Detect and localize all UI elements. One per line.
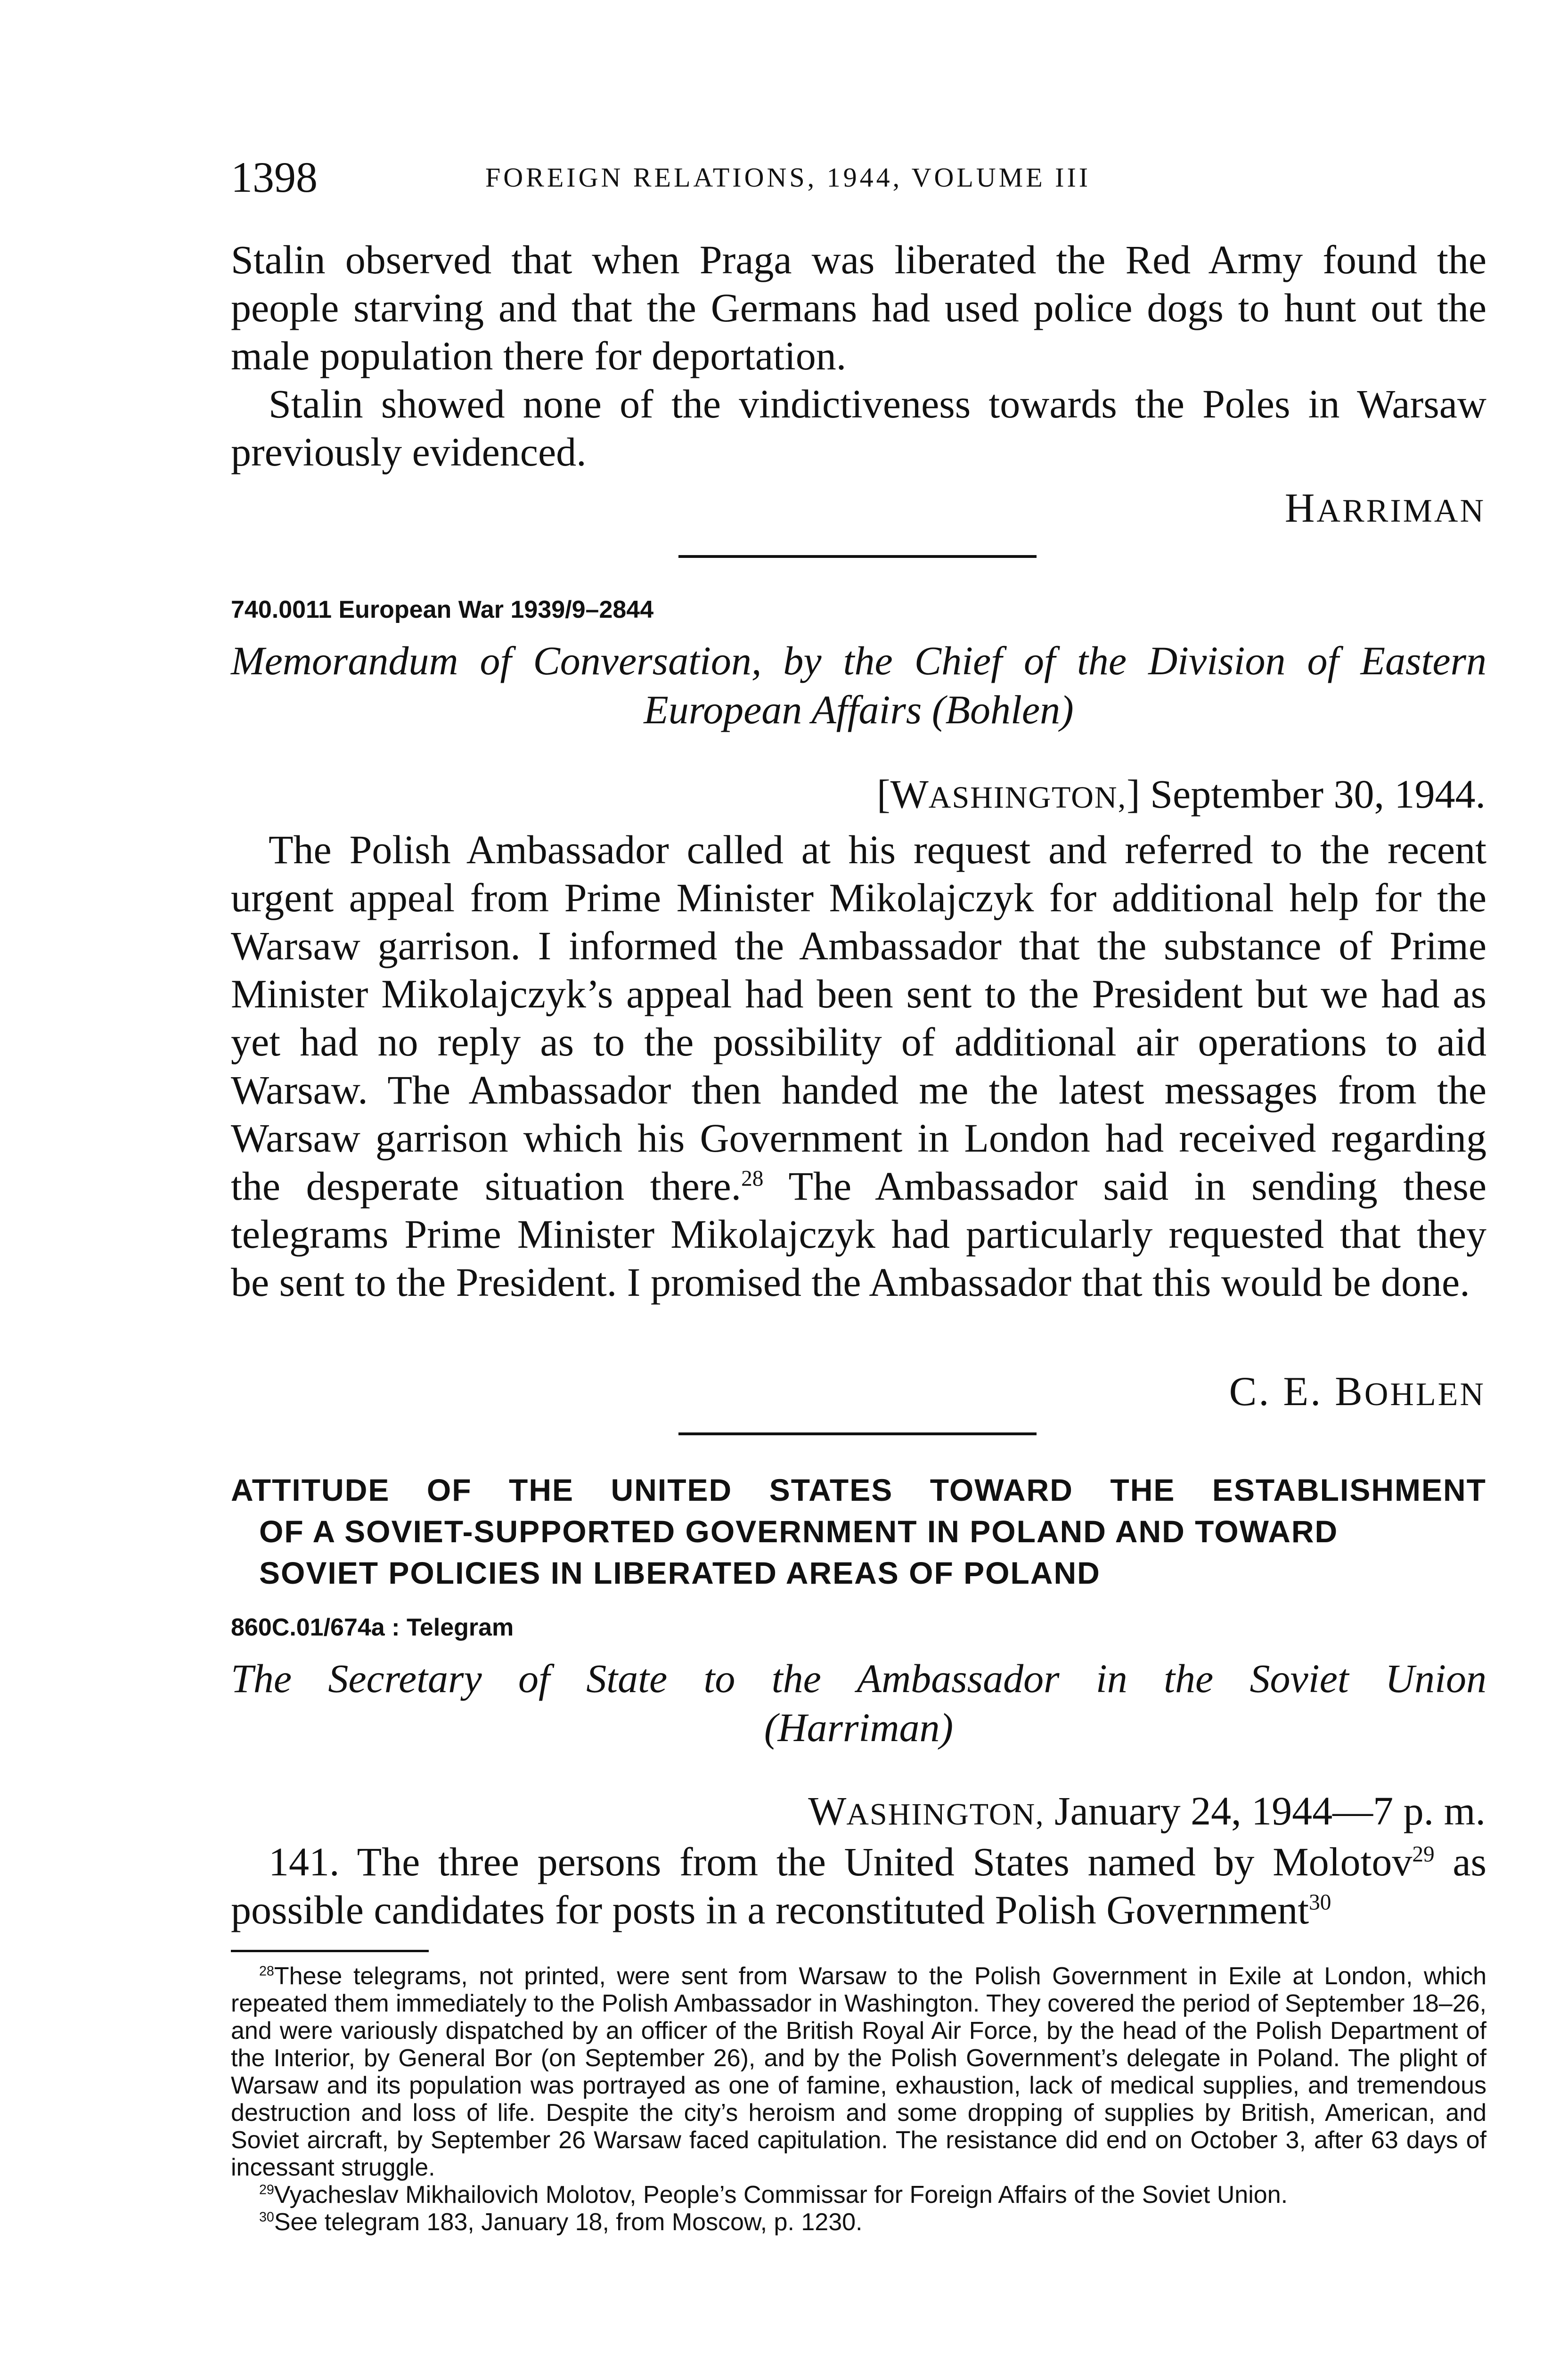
signature-rest: ARRIMAN <box>1316 493 1486 529</box>
section-heading-line3: SOVIET POLICIES IN LIBERATED AREAS OF POLAND <box>259 1555 1101 1590</box>
footnote-ref-28: 28 <box>741 1166 764 1191</box>
footnote-29 <box>231 2181 1486 2209</box>
dateline-place-initial: W <box>890 771 929 817</box>
running-title: FOREIGN RELATIONS, 1944, VOLUME III <box>485 162 1091 193</box>
telegram-title <box>231 1654 1486 1752</box>
footnote-ref-30: 30 <box>1309 1890 1331 1915</box>
paragraph-praga: Stalin observed that when Praga was liberated the Red Army found the people starving and that the Germans had used police dogs to hunt out the male population there for deportation. <box>231 237 1486 378</box>
footnote-28 <box>231 1963 1486 2181</box>
document-title <box>231 636 1486 734</box>
footnote-number: 29 <box>259 2182 274 2198</box>
section-heading <box>231 1469 1486 1594</box>
dateline-place: ASHINGTON, <box>846 1797 1045 1832</box>
dateline-date: January 24, 1944—7 p. m. <box>1044 1788 1486 1833</box>
dateline-place-initial: W <box>808 1788 847 1833</box>
memorandum-body <box>231 826 1486 1306</box>
section-heading-line2: OF A SOVIET-SUPPORTED GOVERNMENT IN POLAND AND TOWARD <box>259 1514 1339 1549</box>
section-divider <box>678 1432 1037 1435</box>
footnote-number: 28 <box>259 1963 274 1979</box>
document-title-line2: European Affairs (Bohlen) <box>644 687 1074 732</box>
signature-harriman <box>1284 485 1486 531</box>
signature-rest: OHLEN <box>1364 1376 1486 1413</box>
page-number: 1398 <box>231 153 318 201</box>
document-title-line1: Memorandum of Conversation, by the Chief of the Division of Eastern <box>231 638 1486 683</box>
dateline-date: ] September 30, 1944. <box>1127 771 1486 817</box>
footnote-30 <box>231 2209 1486 2236</box>
footnote-number: 30 <box>259 2209 274 2225</box>
dateline-bracket: [ <box>876 771 890 817</box>
signature-prefix: C. E. <box>1229 1369 1335 1415</box>
paragraph-vindictiveness: Stalin showed none of the vindictiveness towards the Poles in Warsaw previously evidenced. <box>231 381 1486 474</box>
dateline <box>876 771 1486 817</box>
dateline-place: ASHINGTON, <box>928 780 1127 815</box>
telegram-body-part2: as possible candidates for posts in a reconstituted Polish Government <box>231 1839 1486 1932</box>
footnote-text: Vyacheslav Mikhailovich Molotov, People’s Commissar for Foreign Affairs of the Soviet Union. <box>274 2181 1288 2209</box>
footnote-rule <box>231 1950 429 1952</box>
telegram-dateline <box>808 1788 1486 1833</box>
file-reference: 860C.01/674a : Telegram <box>231 1614 514 1641</box>
section-divider <box>678 555 1037 558</box>
telegram-body-part1: 141. The three persons from the United States named by Molotov <box>269 1839 1413 1884</box>
telegram-body <box>231 1838 1486 1934</box>
footnotes <box>231 1963 1486 2236</box>
signature-initial: H <box>1284 485 1317 531</box>
section-heading-line1: ATTITUDE OF THE UNITED STATES TOWARD THE ESTABLISHMENT <box>231 1472 1486 1507</box>
signature-initial: B <box>1335 1369 1364 1415</box>
footnote-ref-29: 29 <box>1412 1842 1435 1867</box>
footnote-text: These telegrams, not printed, were sent from Warsaw to the Polish Government in Exile at London, which repeated them immediately to the Polish Ambassador in Washington. They covered the period of September 18–26, and were variously dispatched by an officer of the British Royal Air Force, by the head of the Polish Department of the Interior, by General Bor (on September 26), and by the Polish Government’s delegate in Poland. The plight of Warsaw and its population was portrayed as one of famine, exhaustion, lack of medical supplies, and tremendous destruction and loss of life. Despite the city’s heroism and some dropping of supplies by British, American, and Soviet aircraft, by September 26 Warsaw faced capitulation. The resistance did end on October 3, after 63 days of incessant struggle. <box>231 1963 1486 2181</box>
memorandum-body-part2: The Ambassador said in sending these telegrams Prime Minister Mikolajczyk had particularly requested that they be sent to the President. I promised the Ambassador that this would be done. <box>231 1163 1487 1305</box>
footnote-text: See telegram 183, January 18, from Moscow, p. 1230. <box>274 2209 863 2236</box>
file-reference: 740.0011 European War 1939/9–2844 <box>231 596 654 623</box>
signature-bohlen <box>1229 1371 1486 1413</box>
telegram-title-line1: The Secretary of State to the Ambassador in the Soviet Union <box>231 1656 1486 1701</box>
telegram-title-line2: (Harriman) <box>764 1705 954 1750</box>
memorandum-body-part1: The Polish Ambassador called at his request and referred to the recent urgent appeal from Prime Minister Mikolajczyk for additional help for the Warsaw garrison. I informed the Ambassador that the substance of Prime Minister Mikolajczyk’s appeal had been sent to the President but we had as yet had no reply as to the possibility of additional air operations to aid Warsaw. The Ambassador then handed me the latest messages from the Warsaw garrison which his Government in London had received regarding the desperate situation there. <box>231 827 1486 1209</box>
